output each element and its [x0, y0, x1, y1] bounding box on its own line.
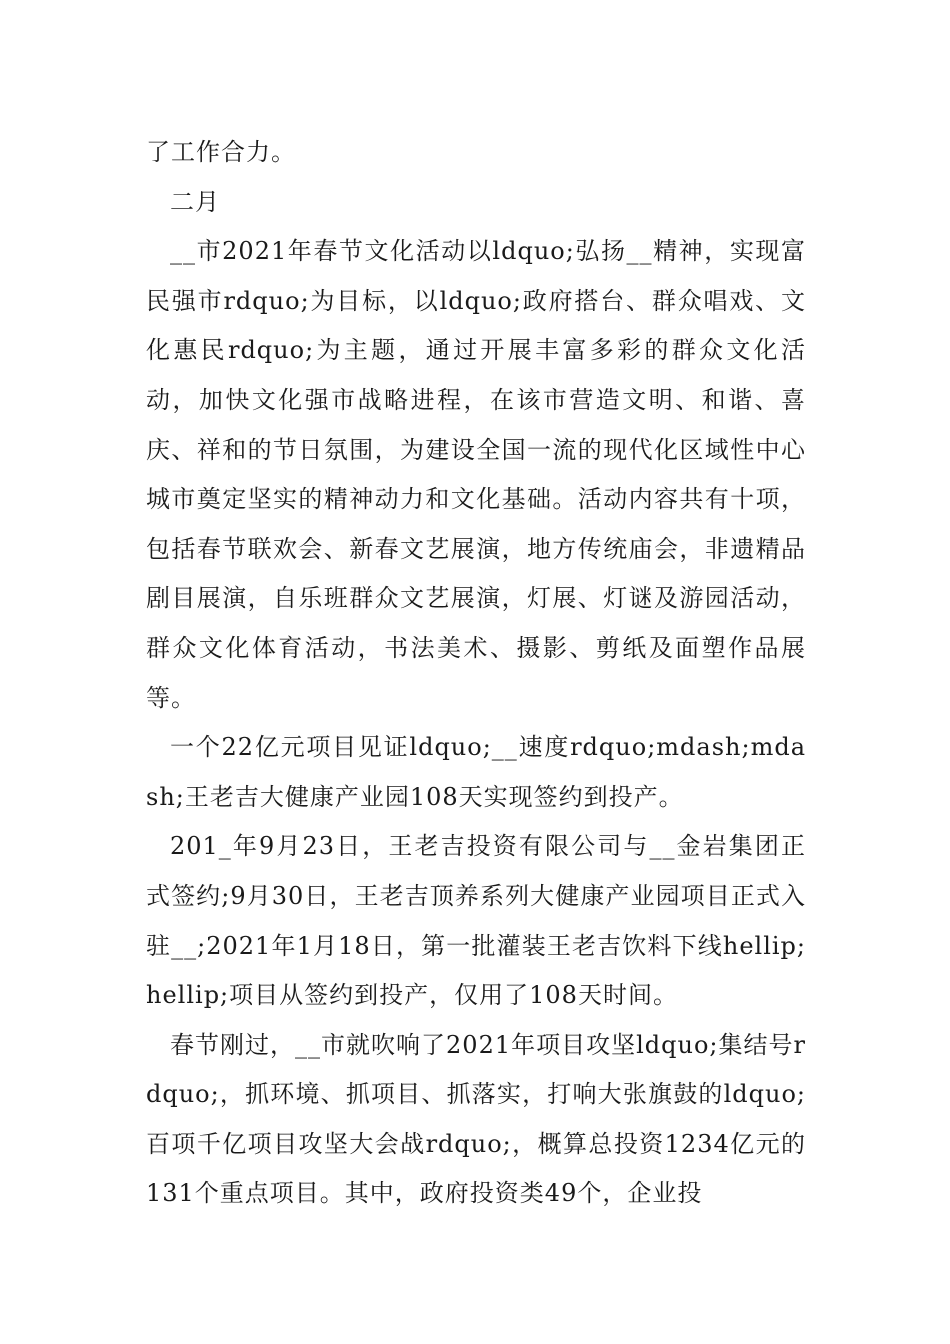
paragraph-2: 二月 [170, 187, 220, 216]
paragraph-6: 春节刚过，__市就吹响了2021年项目攻坚ldquo;集结号rdquo;，抓环境、抓项目、抓落实，打响大张旗鼓的ldquo;百项千亿项目攻坚大会战rdquo;，概算总投资1234亿元的131个重点项目。其中，政府投资类49个，企业投 [146, 1030, 806, 1208]
paragraph-4: 一个22亿元项目见证ldquo;__速度rdquo;mdash;mdash;王老吉大健康产业园108天实现签约到投产。 [146, 733, 806, 811]
document-body [146, 128, 806, 1219]
paragraph-3: __市2021年春节文化活动以ldquo;弘扬__精神，实现富民强市rdquo;为目标，以ldquo;政府搭台、群众唱戏、文化惠民rdquo;为主题，通过开展丰富多彩的群众文化活动，加快文化强市战略进程，在该市营造文明、和谐、喜庆、祥和的节日氛围，为建设全国一流的现代化区域性中心城市奠定坚实的精神动力和文化基础。活动内容共有十项，包括春节联欢会、新春文艺展演，地方传统庙会，非遗精品剧目展演，自乐班群众文艺展演，灯展、灯谜及游园活动，群众文化体育活动，书法美术、摄影、剪纸及面塑作品展等。 [146, 237, 806, 712]
paragraph-5: 201_年9月23日，王老吉投资有限公司与__金岩集团正式签约;9月30日，王老吉顶养系列大健康产业园项目正式入驻__;2021年1月18日，第一批灌装王老吉饮料下线hellip;hellip;项目从签约到投产，仅用了108天时间。 [146, 832, 806, 1010]
paragraph-1: 了工作合力。 [146, 138, 296, 166]
